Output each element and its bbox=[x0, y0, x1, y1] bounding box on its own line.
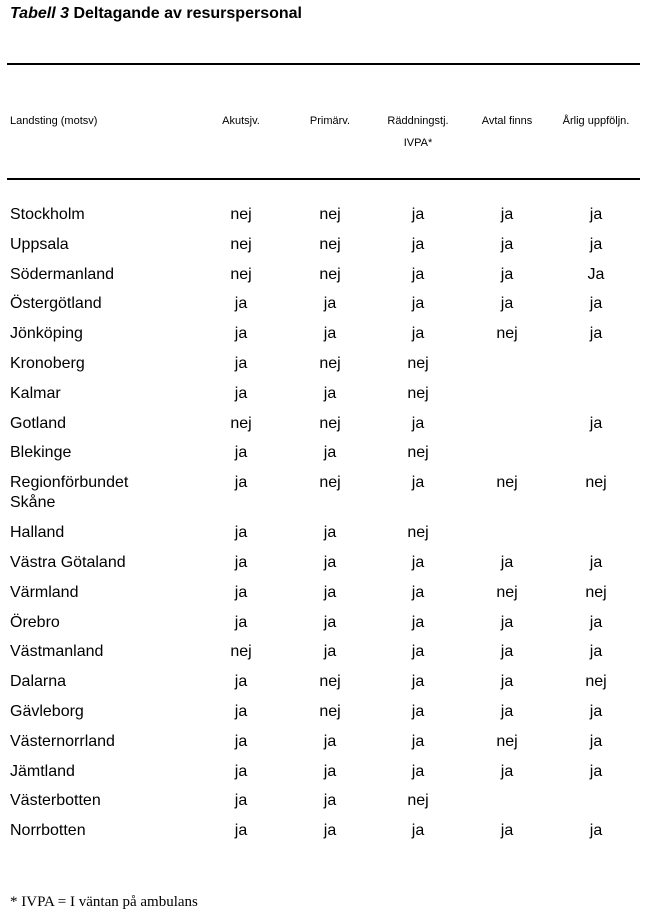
table-cell: ja bbox=[234, 792, 248, 810]
table-cell: ja bbox=[589, 732, 603, 750]
table-cell: ja bbox=[589, 206, 603, 223]
top-rule bbox=[7, 63, 640, 65]
table-cell: nej bbox=[496, 583, 518, 601]
table-body bbox=[0, 205, 645, 851]
table-row bbox=[0, 473, 645, 523]
table-cell: nej bbox=[319, 354, 341, 372]
table-row bbox=[0, 613, 645, 643]
table-cell: nej bbox=[407, 444, 429, 462]
table-cell: ja bbox=[323, 553, 337, 571]
region-name: Västra Götaland bbox=[10, 553, 126, 571]
table-cell: ja bbox=[411, 822, 425, 840]
table-cell: ja bbox=[234, 384, 248, 402]
table-title-prefix: Tabell 3 bbox=[10, 5, 69, 22]
column-header-primarv: Primärv. bbox=[309, 115, 351, 127]
table-cell: ja bbox=[589, 762, 603, 780]
table-cell: ja bbox=[589, 295, 603, 313]
table-cell: ja bbox=[323, 762, 337, 780]
table-cell: nej bbox=[496, 732, 518, 750]
column-header-raddningstj: Räddningstj. IVPA* bbox=[387, 115, 449, 149]
table-cell: ja bbox=[411, 206, 425, 223]
table-cell: Ja bbox=[587, 265, 605, 283]
table-row bbox=[0, 384, 645, 414]
region-name: Jämtland bbox=[10, 762, 75, 780]
region-name: Värmland bbox=[10, 583, 79, 601]
table-cell: nej bbox=[407, 384, 429, 402]
table-row bbox=[0, 354, 645, 384]
table-cell: ja bbox=[323, 583, 337, 601]
table-cell: nej bbox=[319, 414, 341, 432]
table-cell: nej bbox=[230, 235, 252, 253]
table-cell: ja bbox=[500, 265, 514, 283]
table-cell: ja bbox=[411, 325, 425, 343]
table-title-text: Deltagande av resurspersonal bbox=[73, 5, 302, 22]
table-cell: nej bbox=[230, 414, 252, 432]
table-cell: ja bbox=[500, 762, 514, 780]
table-row bbox=[0, 523, 645, 553]
region-name: Västerbotten bbox=[10, 792, 101, 810]
table-cell: ja bbox=[234, 474, 248, 492]
table-cell: nej bbox=[407, 354, 429, 372]
table-row bbox=[0, 324, 645, 354]
table-cell: ja bbox=[589, 235, 603, 253]
table-cell: ja bbox=[234, 673, 248, 691]
region-name: Jönköping bbox=[10, 325, 83, 343]
table-cell: ja bbox=[411, 732, 425, 750]
table-row bbox=[0, 265, 645, 295]
region-name: Dalarna bbox=[10, 673, 67, 691]
table-cell: ja bbox=[500, 295, 514, 313]
table-cell: nej bbox=[585, 673, 607, 691]
region-name: Halland bbox=[10, 524, 65, 542]
table-row bbox=[0, 821, 645, 851]
table-row bbox=[0, 791, 645, 821]
mid-rule bbox=[7, 178, 640, 180]
table-cell: ja bbox=[411, 613, 425, 631]
table-cell: ja bbox=[411, 673, 425, 691]
table-cell: ja bbox=[500, 643, 514, 661]
table-cell: ja bbox=[234, 524, 248, 542]
region-name: Kronoberg bbox=[10, 354, 85, 372]
table-cell: ja bbox=[500, 206, 514, 223]
table-cell: ja bbox=[411, 553, 425, 571]
table-cell: ja bbox=[411, 235, 425, 253]
region-name: Regionförbundet Skåne bbox=[10, 474, 129, 512]
table-cell: ja bbox=[411, 762, 425, 780]
table-cell: ja bbox=[323, 792, 337, 810]
table-cell: ja bbox=[589, 325, 603, 343]
table-cell: nej bbox=[319, 474, 341, 492]
table-cell: nej bbox=[585, 474, 607, 492]
table-cell: ja bbox=[234, 444, 248, 462]
table-cell: ja bbox=[234, 732, 248, 750]
table-cell: ja bbox=[411, 474, 425, 492]
table-cell: nej bbox=[319, 265, 341, 283]
table-cell: ja bbox=[234, 702, 248, 720]
table-cell: ja bbox=[411, 295, 425, 313]
table-row bbox=[0, 762, 645, 792]
table-cell: ja bbox=[234, 354, 248, 372]
table-cell: ja bbox=[411, 414, 425, 432]
table-cell: ja bbox=[323, 295, 337, 313]
table-row bbox=[0, 205, 645, 235]
table-cell: ja bbox=[589, 822, 603, 840]
table-row bbox=[0, 443, 645, 473]
table-cell: nej bbox=[319, 235, 341, 253]
table-cell: nej bbox=[230, 265, 252, 283]
table-cell: ja bbox=[323, 325, 337, 343]
table-cell: ja bbox=[589, 702, 603, 720]
column-header-akutsjv: Akutsjv. bbox=[222, 115, 260, 127]
region-name: Stockholm bbox=[10, 206, 85, 223]
region-name: Östergötland bbox=[10, 295, 102, 313]
table-cell: ja bbox=[411, 265, 425, 283]
region-name: Örebro bbox=[10, 613, 60, 631]
table-title bbox=[10, 5, 302, 23]
column-header-region: Landsting (motsv) bbox=[10, 115, 98, 127]
region-name: Västernorrland bbox=[10, 732, 115, 750]
table-cell: nej bbox=[585, 583, 607, 601]
table-cell: nej bbox=[319, 702, 341, 720]
table-cell: ja bbox=[234, 822, 248, 840]
table-cell: nej bbox=[230, 206, 252, 223]
table-cell: nej bbox=[496, 474, 518, 492]
table-cell: ja bbox=[500, 822, 514, 840]
table-cell: nej bbox=[496, 325, 518, 343]
table-row bbox=[0, 732, 645, 762]
table-cell: ja bbox=[500, 613, 514, 631]
table-row bbox=[0, 414, 645, 444]
table-row bbox=[0, 294, 645, 324]
table-cell: nej bbox=[407, 524, 429, 542]
column-header-uppfoljn: Årlig uppföljn. bbox=[562, 115, 630, 127]
table-cell: ja bbox=[411, 643, 425, 661]
table-cell: ja bbox=[323, 444, 337, 462]
table-cell: ja bbox=[589, 553, 603, 571]
table-row bbox=[0, 583, 645, 613]
table-cell: ja bbox=[589, 613, 603, 631]
region-name: Blekinge bbox=[10, 444, 72, 462]
table-cell: ja bbox=[234, 613, 248, 631]
table-cell: nej bbox=[407, 792, 429, 810]
table-row bbox=[0, 553, 645, 583]
table-row bbox=[0, 642, 645, 672]
table-cell: ja bbox=[589, 414, 603, 432]
table-cell: ja bbox=[323, 822, 337, 840]
table-cell: ja bbox=[500, 702, 514, 720]
table-cell: ja bbox=[500, 235, 514, 253]
table-cell: ja bbox=[589, 643, 603, 661]
region-name: Gotland bbox=[10, 414, 67, 432]
region-name: Kalmar bbox=[10, 384, 61, 402]
column-header-avtal: Avtal finns bbox=[481, 115, 533, 127]
region-name: Västmanland bbox=[10, 643, 104, 661]
table-cell: ja bbox=[323, 613, 337, 631]
table-cell: nej bbox=[319, 206, 341, 223]
region-name: Norrbotten bbox=[10, 822, 86, 840]
table-cell: ja bbox=[234, 295, 248, 313]
region-name: Uppsala bbox=[10, 235, 69, 253]
table-cell: ja bbox=[234, 553, 248, 571]
table-cell: ja bbox=[411, 702, 425, 720]
table-cell: ja bbox=[323, 732, 337, 750]
table-cell: ja bbox=[234, 583, 248, 601]
table-cell: ja bbox=[500, 673, 514, 691]
table-cell: nej bbox=[319, 673, 341, 691]
footnote: * IVPA = I väntan på ambulans bbox=[10, 894, 198, 910]
region-name: Gävleborg bbox=[10, 702, 84, 720]
table-cell: ja bbox=[323, 643, 337, 661]
table-cell: ja bbox=[323, 524, 337, 542]
table-cell: ja bbox=[323, 384, 337, 402]
table-row bbox=[0, 672, 645, 702]
table-row bbox=[0, 702, 645, 732]
table-cell: nej bbox=[230, 643, 252, 661]
table-cell: ja bbox=[411, 583, 425, 601]
table-cell: ja bbox=[234, 325, 248, 343]
table-row bbox=[0, 235, 645, 265]
table-cell: ja bbox=[234, 762, 248, 780]
table-cell: ja bbox=[500, 553, 514, 571]
region-name: Södermanland bbox=[10, 265, 115, 283]
